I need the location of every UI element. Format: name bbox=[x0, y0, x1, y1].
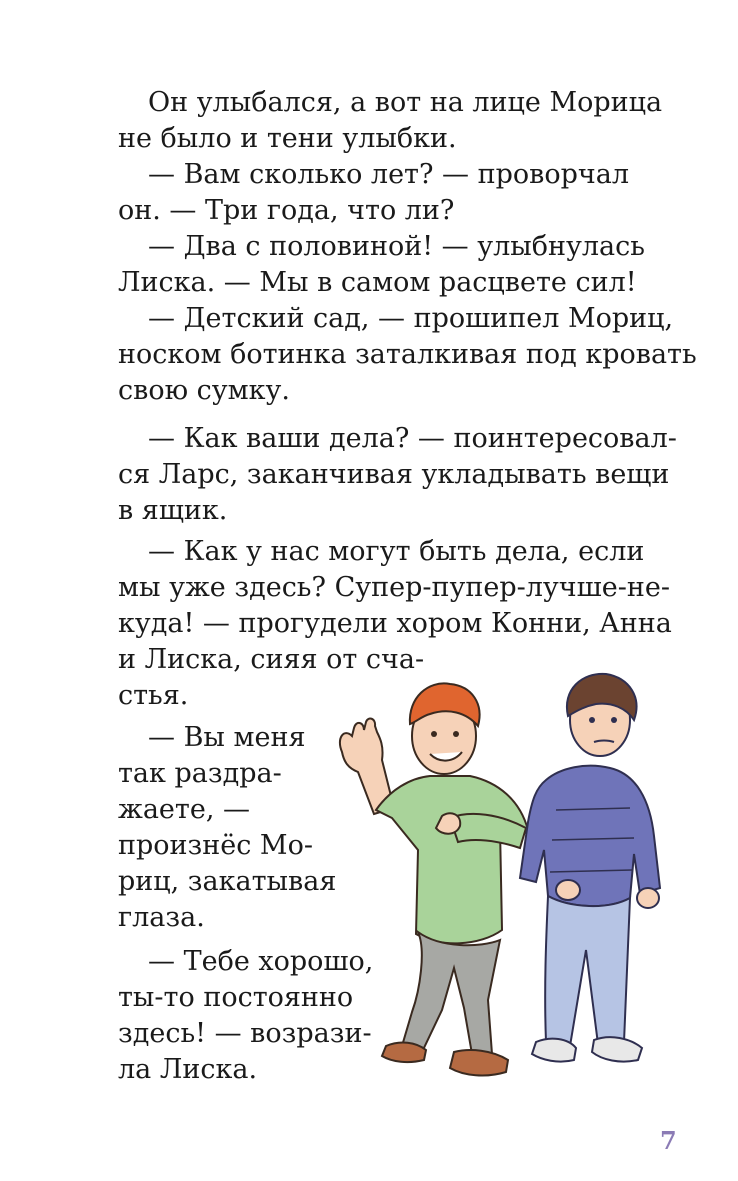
page-number: 7 bbox=[660, 1126, 677, 1155]
text-line-19: так раздра- bbox=[118, 758, 282, 789]
two-boys-illustration bbox=[330, 650, 690, 1100]
text-line-11: ся Ларс, заканчивая укладывать вещи bbox=[118, 459, 670, 490]
boy-right bbox=[520, 674, 660, 1062]
text-line-20: жаете, — bbox=[118, 794, 250, 825]
text-line-7: — Детский сад, — прошипел Мориц, bbox=[148, 303, 674, 334]
text-line-21: произнёс Мо- bbox=[118, 830, 313, 861]
text-line-3: — Вам сколько лет? — проворчал bbox=[148, 159, 630, 190]
text-line-12: в ящик. bbox=[118, 495, 228, 526]
text-line-23: глаза. bbox=[118, 902, 205, 933]
text-line-2: не было и тени улыбки. bbox=[118, 123, 457, 154]
text-line-14: мы уже здесь? Супер-пупер-лучше-не- bbox=[118, 572, 670, 603]
text-line-18: — Вы меня bbox=[148, 722, 306, 753]
text-line-27: ла Лиска. bbox=[118, 1054, 258, 1085]
text-line-9: свою сумку. bbox=[118, 375, 291, 406]
text-line-17: стья. bbox=[118, 680, 189, 711]
text-line-5: — Два с половиной! — улыбнулась bbox=[148, 231, 645, 262]
text-line-13: — Как у нас могут быть дела, если bbox=[148, 536, 645, 567]
text-line-8: носком ботинка заталкивая под кровать bbox=[118, 339, 697, 370]
text-line-4: он. — Три года, что ли? bbox=[118, 195, 455, 226]
text-line-10: — Как ваши дела? — поинтересовал- bbox=[148, 423, 677, 454]
boy-left bbox=[340, 683, 528, 1075]
text-line-6: Лиска. — Мы в самом расцвете сил! bbox=[118, 267, 637, 298]
text-line-26: здесь! — возрази- bbox=[118, 1018, 372, 1049]
text-line-1: Он улыбался, а вот на лице Морица bbox=[148, 87, 663, 118]
text-line-24: — Тебе хорошо, bbox=[148, 946, 374, 977]
text-line-25: ты-то постоянно bbox=[118, 982, 354, 1013]
text-line-15: куда! — прогудели хором Конни, Анна bbox=[118, 608, 672, 639]
text-line-16: и Лиска, сияя от сча- bbox=[118, 644, 425, 675]
text-line-22: риц, закатывая bbox=[118, 866, 337, 897]
